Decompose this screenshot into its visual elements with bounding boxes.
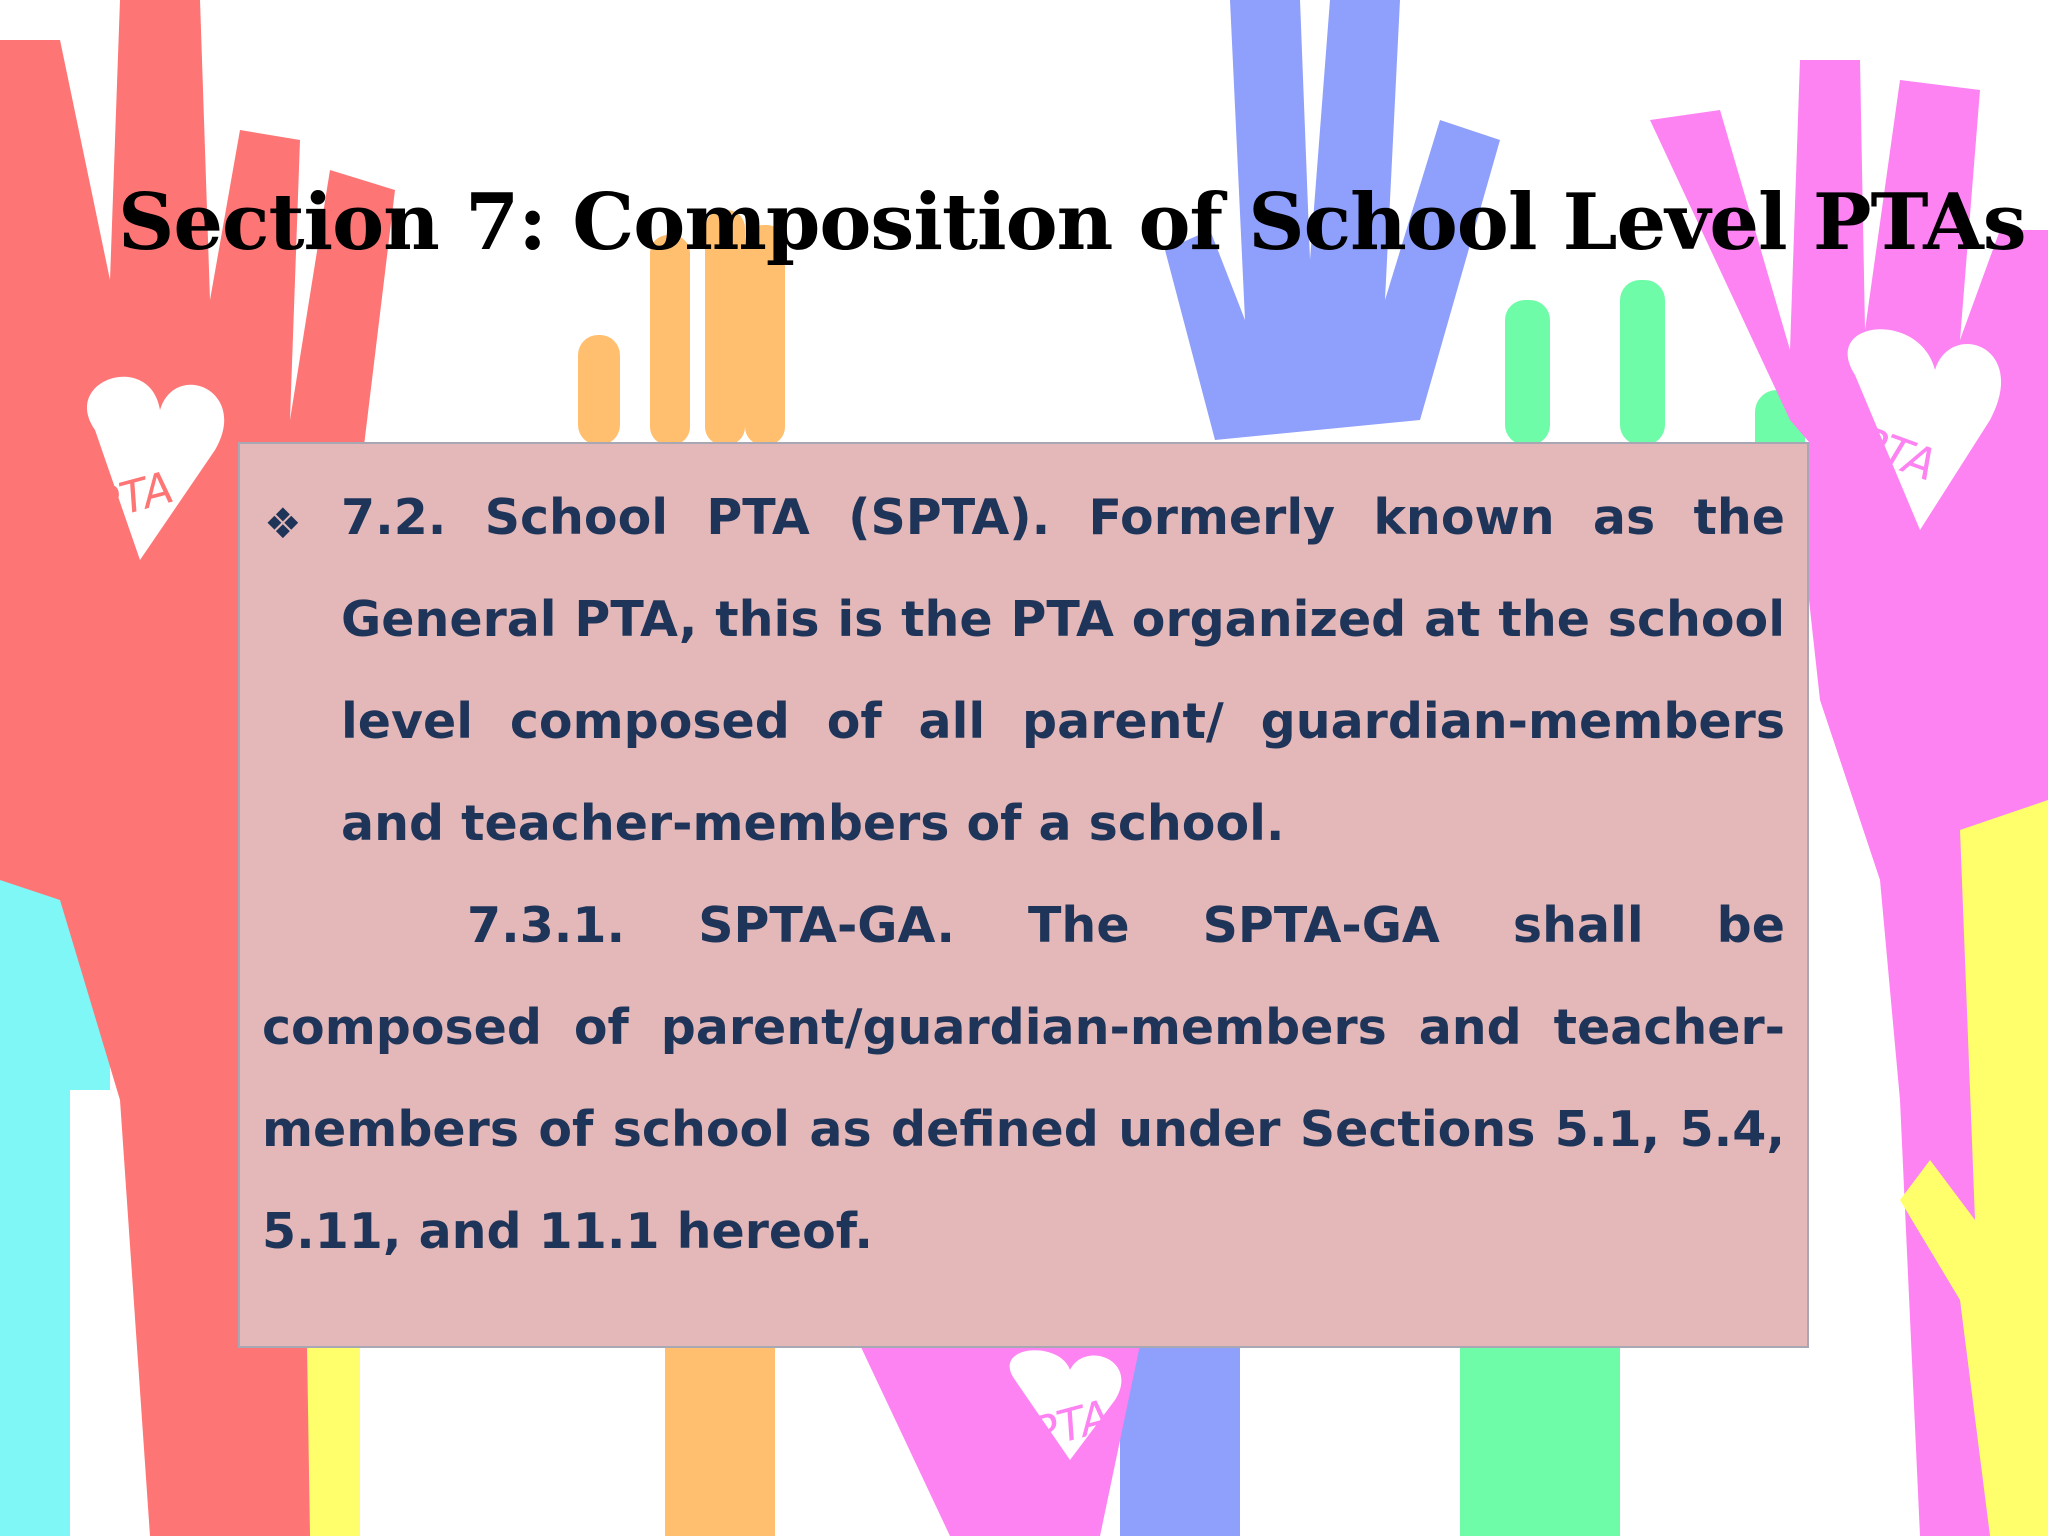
pta-watermark-left: PTA — [88, 462, 179, 532]
slide-title: Section 7: Composition of School Level PTAs — [118, 177, 2026, 268]
content-box — [238, 442, 1809, 1348]
pta-watermark-right: PTA — [1850, 416, 1943, 492]
four-diamond-bullet-icon: ❖ — [264, 499, 302, 548]
paragraph-7-2: 7.2. School PTA (SPTA). Formerly known as the General PTA, this is the PTA organized at the school level composed of all parent/ guardian-members and teacher-members of a school. — [341, 489, 1785, 852]
pta-watermark-bottom: PTA — [1026, 1390, 1117, 1461]
bullet-paragraph — [262, 484, 1785, 892]
paragraph-7-3-1: 7.3.1. SPTA-GA. The SPTA-GA shall be composed of parent/guardian-members and teacher-members of school as defined under Sections 5.1, 5.4, 5.11, and 11.1 hereof. — [262, 897, 1785, 1260]
